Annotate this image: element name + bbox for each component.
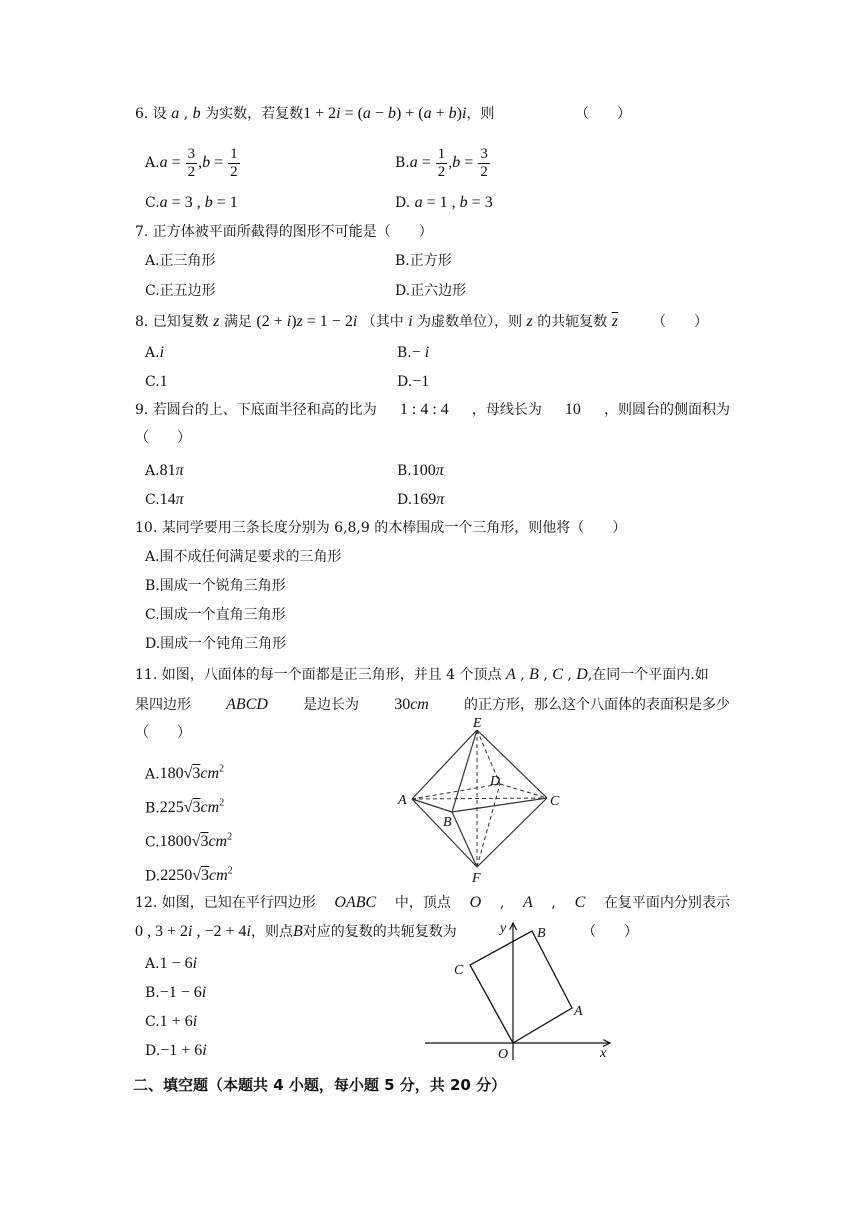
edge-BC [452, 798, 547, 812]
q8-stem: 8. 已知复数 z 满足 (2 + i)z = 1 − 2i （其中 i 为虚数单位），则 z 的共轭复数 $\overline{z}$ [135, 313, 618, 330]
label-F: F [472, 871, 481, 882]
octahedron-figure [390, 712, 570, 882]
label-B: B [537, 926, 546, 941]
q7-stem: 7. 正方体被平面所截得的图形不可能是（ ） [135, 224, 433, 240]
q9-stem: 9. 若圆台的上、下底面半径和高的比为 1 : 4 : 4 ，母线长为 10 ，则圆台的侧面积为 [135, 401, 730, 418]
diag-AC [412, 798, 547, 799]
q12-option-a: A.1 − 6i [145, 955, 198, 972]
label-C: C [454, 963, 464, 978]
q6-option-a: A.a = $\frac{3}{2}$ ,b = $\frac{1}{2}$ [145, 145, 238, 180]
q8-option-a: A.i [145, 344, 165, 361]
q12-option-c: C.1 + 6i [145, 1013, 198, 1030]
label-O: O [498, 1047, 509, 1062]
q11-option-d: $D.2250√3cm^2$ [145, 866, 233, 885]
q10-option-b: B.围成一个锐角三角形 [145, 578, 286, 594]
q10-stem: 10. 某同学要用三条长度分别为 6,8,9 的木棒围成一个三角形，则他将（ ） [135, 520, 627, 536]
q12-option-b: B.−1 − 6i [145, 984, 207, 1001]
q7-option-b: B.正方形 [395, 253, 452, 269]
q10-option-d: D.围成一个钝角三角形 [145, 636, 287, 652]
edge-EC [477, 730, 547, 798]
q10-option-a: A.围不成任何满足要求的三角形 [145, 549, 342, 565]
label-E: E [473, 716, 482, 731]
label-A: A [398, 793, 407, 808]
q11-stem-line1: 11. 如图，八面体的每一个面都是正三角形，并且 4 个顶点 A , B , C , D,在同一个平面内.如 [135, 666, 709, 683]
q11-paren: （ ） [135, 725, 191, 741]
edge-FB [452, 812, 477, 867]
q7-option-c: C.正五边形 [145, 283, 216, 299]
edge-EB [452, 730, 477, 812]
q9-option-c: C.14π [145, 491, 184, 508]
edge-EA [412, 730, 477, 799]
label-y: y [500, 921, 507, 936]
q7-option-a: A.正三角形 [145, 253, 216, 269]
q9-option-a: A.81π [145, 462, 184, 479]
q6-stem: 6. 设 a , b 为实数，若复数1 + 2i = (a − b) + (a + b)i，则 [135, 105, 495, 122]
parallelogram-figure [420, 915, 620, 1065]
q11-option-a: $A.180√3cm^2$ [145, 764, 224, 783]
q8-option-c: C.1 [145, 373, 168, 390]
q8-option-b: B.− i [397, 344, 430, 361]
q7-option-d: D.正六边形 [395, 283, 467, 299]
edge-AD [412, 784, 500, 799]
q8-paren: （ ） [652, 314, 708, 330]
q6-option-c: C.a = 3 , b = 1 [145, 194, 238, 211]
q11-option-b: $B.225√3cm^2$ [145, 798, 225, 817]
section-2-heading: 二、填空题（本题共 4 小题，每小题 5 分，共 20 分） [133, 1076, 507, 1094]
q12-paren: （ ） [582, 924, 638, 940]
parallelogram-OABC [470, 931, 572, 1043]
edge-FD [477, 784, 500, 867]
edge-FC [477, 798, 547, 867]
label-D: D [490, 774, 501, 789]
q9-option-d: D.169π [397, 491, 445, 508]
q6-option-b: B.a = $\frac{1}{2}$ ,b = $\frac{3}{2}$ [395, 145, 488, 180]
q9-paren: （ ） [135, 430, 191, 446]
q12-stem-line2: 0 , 3 + 2i , −2 + 4i，则点B对应的复数的共轭复数为 [135, 923, 457, 940]
label-B: B [443, 815, 452, 830]
q12-stem-line1: 12. 如图，已知在平行四边形 OABC 中，顶点 O , A , C 在复平面内分别表示 [135, 894, 730, 911]
label-x: x [600, 1046, 607, 1061]
q10-option-c: C.围成一个直角三角形 [145, 607, 286, 623]
label-A: A [574, 1004, 583, 1019]
q11-option-c: $C.1800√3cm^2$ [145, 832, 233, 851]
q12-option-d: D.−1 + 6i [145, 1042, 207, 1059]
q11-stem-line2: 果四边形 ABCD 是边长为 30cm 的正方形，那么这个八面体的表面积是多少 [135, 696, 730, 713]
q9-option-b: B.100π [397, 462, 444, 479]
label-C: C [550, 794, 560, 809]
q6-option-d: D. a = 1 , b = 3 [395, 194, 493, 211]
q8-option-d: D.−1 [397, 373, 430, 390]
q6-paren: （ ） [575, 106, 631, 122]
